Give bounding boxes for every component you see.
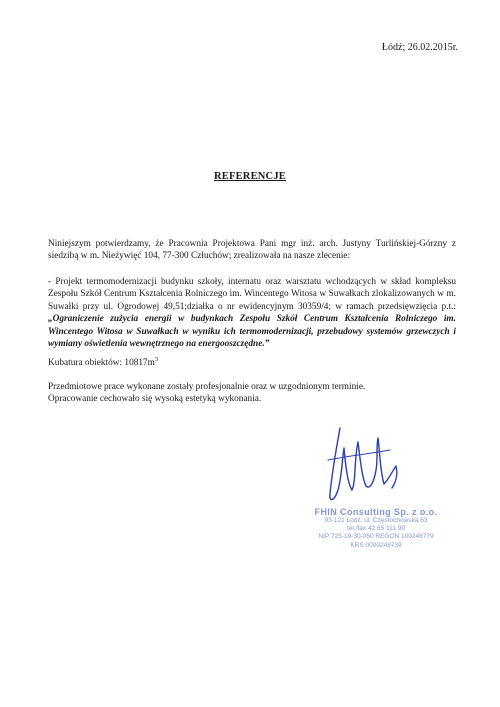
stamp-address: 93-121 Łódź, ul. Częstochowska 63: [324, 517, 428, 524]
volume-label: Kubatura obiektów: 10817m: [48, 358, 155, 368]
stamp-company-name: FHIN Consulting Sp. z o.o.: [314, 507, 438, 517]
stamp-krs: KRS 0000248739: [350, 541, 402, 549]
closing-line-1: Przedmiotowe prace wykonane zostały profesjonalnie oraz w uzgodnionym terminie.: [48, 382, 366, 392]
volume-unit-exponent: 3: [154, 355, 159, 363]
project-title: „Ograniczenie zużycia energii w budynkach Zespołu Szkół Centrum Kształcenia Rolniczego im. Wincentego Witosa w Suwałkach w wyniku ich termomodernizacji, przebudowy systemów grzewczych i wymiany oświetlenia wewnętrznego na energooszczędne.”: [48, 314, 456, 350]
company-stamp: [296, 507, 456, 550]
closing-paragraph: [48, 381, 456, 406]
closing-line-2: Opracowanie cechowało się wysoką estetyką wykonania.: [48, 394, 262, 405]
stamp-nip-regon: NIP 725-19-30-050 REGON 100246779: [318, 533, 434, 541]
document-date: Łódź; 26.02.2015r.: [381, 42, 458, 53]
project-paragraph: [48, 276, 456, 350]
project-description: - Projekt termomodernizacji budynku szkoły, internatu oraz warsztatu wchodzących w skład kompleksu Zespołu Szkół Centrum Kształcenia Rolniczego im. Wincentego Witosa w Suwałkach zlokalizowanych w m. Suwałki przy ul. Ogrodowej 49,51;działka o nr ewidencyjnym 30359/4; w ramach przedsięwzięcia p.t.:: [48, 277, 456, 312]
handwritten-signature: [318, 420, 408, 508]
intro-paragraph: Niniejszym potwierdzamy, że Pracownia Projektowa Pani mgr inż. arch. Justyny Turlińskiej-Górzny z siedzibą w m. Nieżywięć 104, 77-300 Człuchów; zrealizowała na nasze zlecenie:: [48, 239, 456, 262]
stamp-phone: tel./fax 42 65 111 99: [347, 525, 405, 533]
volume-paragraph: [48, 357, 456, 369]
document-title: REFERENCJE: [213, 171, 286, 182]
